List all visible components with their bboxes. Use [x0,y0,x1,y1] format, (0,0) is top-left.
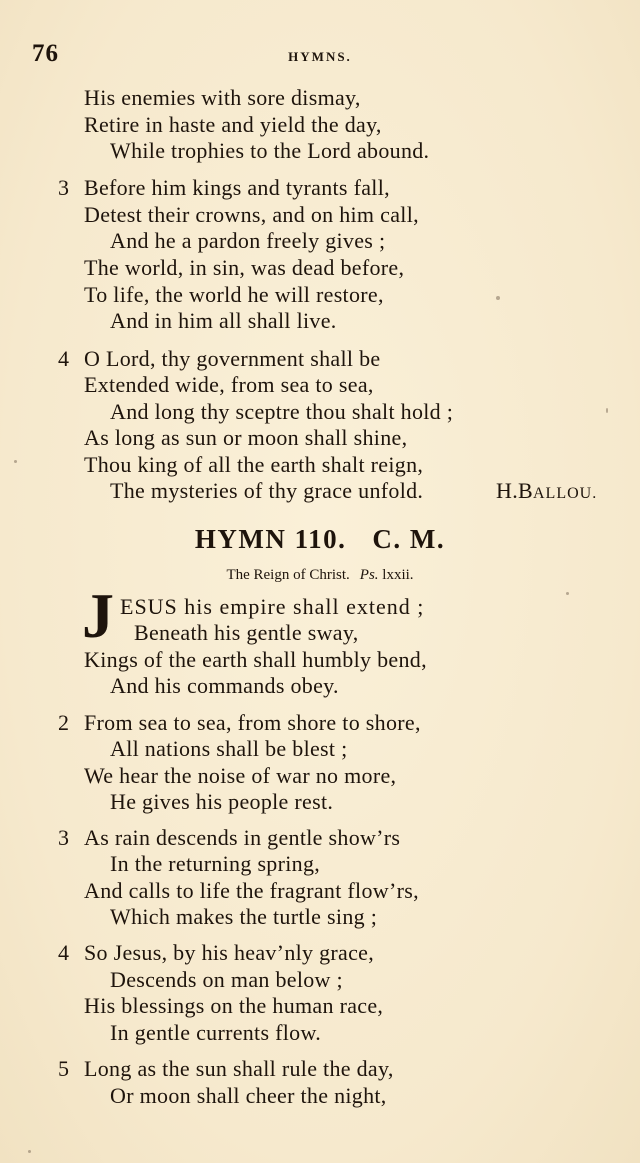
verse-line: As rain descends in gentle show’rs [84,825,401,850]
page-number: 76 [32,40,59,67]
verse-line: And his commands obey. [110,673,339,698]
paper-speck [28,1150,31,1153]
verse-line: Detest their crowns, and on him call, [84,202,419,227]
paper-speck [14,460,17,463]
stanza-number: 5 [58,1056,69,1081]
verse-line: The mysteries of thy grace unfold. [110,478,424,503]
verse-line: And calls to life the fragrant flow’rs, [84,878,419,903]
verse-line: Extended wide, from sea to sea, [84,372,374,397]
verse-line: We hear the noise of war no more, [84,763,397,788]
stanza-number: 3 [58,175,69,200]
verse-line: Or moon shall cheer the night, [110,1083,387,1108]
verse-line: And in him all shall live. [110,308,337,333]
verse-line: The world, in sin, was dead before, [84,255,405,280]
stanza-number: 2 [58,710,69,735]
verse-line: From sea to sea, from shore to shore, [84,710,421,735]
stanza-number: 3 [58,825,69,850]
verse-line: Descends on man below ; [110,967,343,992]
stanza-number: 4 [58,346,69,371]
verse-line: His blessings on the human race, [84,993,384,1018]
verse-line: Retire in haste and yield the day, [84,112,382,137]
running-title: HYMNS. [288,49,352,64]
verse-line: Before him kings and tyrants fall, [84,175,390,200]
verse-line: And long thy sceptre thou shalt hold ; [110,399,454,424]
verse-line: So Jesus, by his heav’nly grace, [84,940,375,965]
verse-line: In the returning spring, [110,851,321,876]
verse-line: Beneath his gentle sway, [134,620,359,645]
verse-line: He gives his people rest. [110,789,334,814]
verse-line: Which makes the turtle sing ; [110,904,378,929]
hymn-title: HYMN 110. C. M. [194,524,446,554]
verse-line: Thou king of all the earth shalt reign, [84,452,424,477]
verse-line: To life, the world he will restore, [84,282,384,307]
verse-line: ESUS his empire shall extend ; [120,594,425,619]
verse-line: O Lord, thy government shall be [84,346,381,371]
hymn-subtitle: The Reign of Christ. Ps. lxxii. [226,567,414,583]
paper-speck [496,296,500,300]
verse-line: All nations shall be blest ; [110,736,348,761]
verse-line: In gentle currents flow. [110,1020,322,1045]
paper-speck [566,592,569,595]
verse-line: His enemies with sore dismay, [84,85,361,110]
verse-line: And he a pardon freely gives ; [110,228,386,253]
stanza-number: 4 [58,940,69,965]
drop-cap: J [82,580,114,651]
verse-line: Kings of the earth shall humbly bend, [84,647,427,672]
author-attribution: H.BALLOU. [496,478,598,503]
paper-speck [606,408,608,413]
verse-line: While trophies to the Lord abound. [110,138,430,163]
verse-line: Long as the sun shall rule the day, [84,1056,394,1081]
verse-line: As long as sun or moon shall shine, [84,425,408,450]
